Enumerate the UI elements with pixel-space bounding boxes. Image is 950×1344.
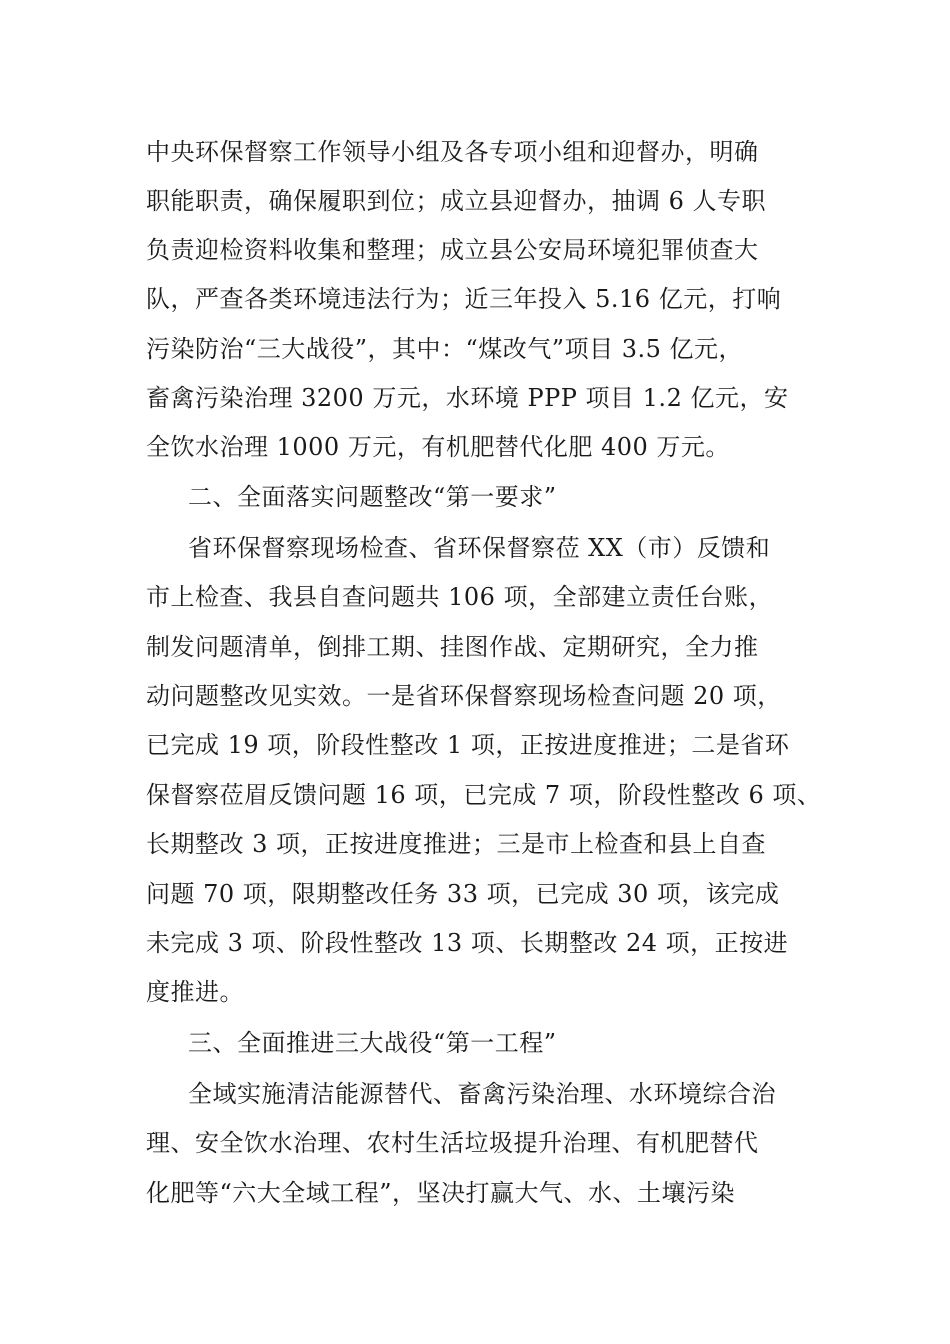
- body-text-line: 未完成 3 项、阶段性整改 13 项、长期整改 24 项，正按进: [146, 929, 789, 957]
- body-text-line: 保督察莅眉反馈问题 16 项，已完成 7 项，阶段性整改 6 项、: [146, 781, 822, 809]
- body-text-line: 污染防治“三大战役”，其中：“煤改气”项目 3.5 亿元，: [146, 335, 744, 363]
- section-heading: 二、全面落实问题整改“第一要求”: [188, 483, 557, 511]
- body-text-line: 畜禽污染治理 3200 万元，水环境 PPP 项目 1.2 亿元，安: [146, 384, 789, 412]
- body-text-line: 全饮水治理 1000 万元，有机肥替代化肥 400 万元。: [146, 433, 730, 461]
- body-text-line: 动问题整改见实效。一是省环保督察现场检查问题 20 项，: [146, 682, 782, 710]
- body-text-line: 省环保督察现场检查、省环保督察莅 XX（市）反馈和: [188, 534, 771, 562]
- body-text-line: 负责迎检资料收集和整理；成立县公安局环境犯罪侦查大: [146, 236, 759, 264]
- body-text-line: 市上检查、我县自查问题共 106 项，全部建立责任台账，: [146, 583, 774, 611]
- body-text-line: 问题 70 项，限期整改任务 33 项，已完成 30 项，该完成: [146, 880, 780, 908]
- body-text-line: 职能职责，确保履职到位；成立县迎督办，抽调 6 人专职: [146, 187, 767, 215]
- section-heading: 三、全面推进三大战役“第一工程”: [188, 1029, 557, 1057]
- body-text-line: 度推进。: [146, 978, 244, 1006]
- body-text-line: 中央环保督察工作领导小组及各专项小组和迎督办，明确: [146, 138, 759, 166]
- body-text-line: 已完成 19 项，阶段性整改 1 项，正按进度推进；二是省环: [146, 731, 790, 759]
- body-text-line: 长期整改 3 项，正按进度推进；三是市上检查和县上自查: [146, 830, 767, 858]
- body-text-line: 理、安全饮水治理、农村生活垃圾提升治理、有机肥替代: [146, 1129, 759, 1157]
- body-text-line: 制发问题清单，倒排工期、挂图作战、定期研究，全力推: [146, 633, 759, 661]
- body-text-line: 队，严查各类环境违法行为；近三年投入 5.16 亿元，打响: [146, 285, 782, 313]
- body-text-line: 全域实施清洁能源替代、畜禽污染治理、水环境综合治: [188, 1080, 776, 1108]
- body-text-line: 化肥等“六大全域工程”，坚决打赢大气、水、土壤污染: [146, 1179, 736, 1207]
